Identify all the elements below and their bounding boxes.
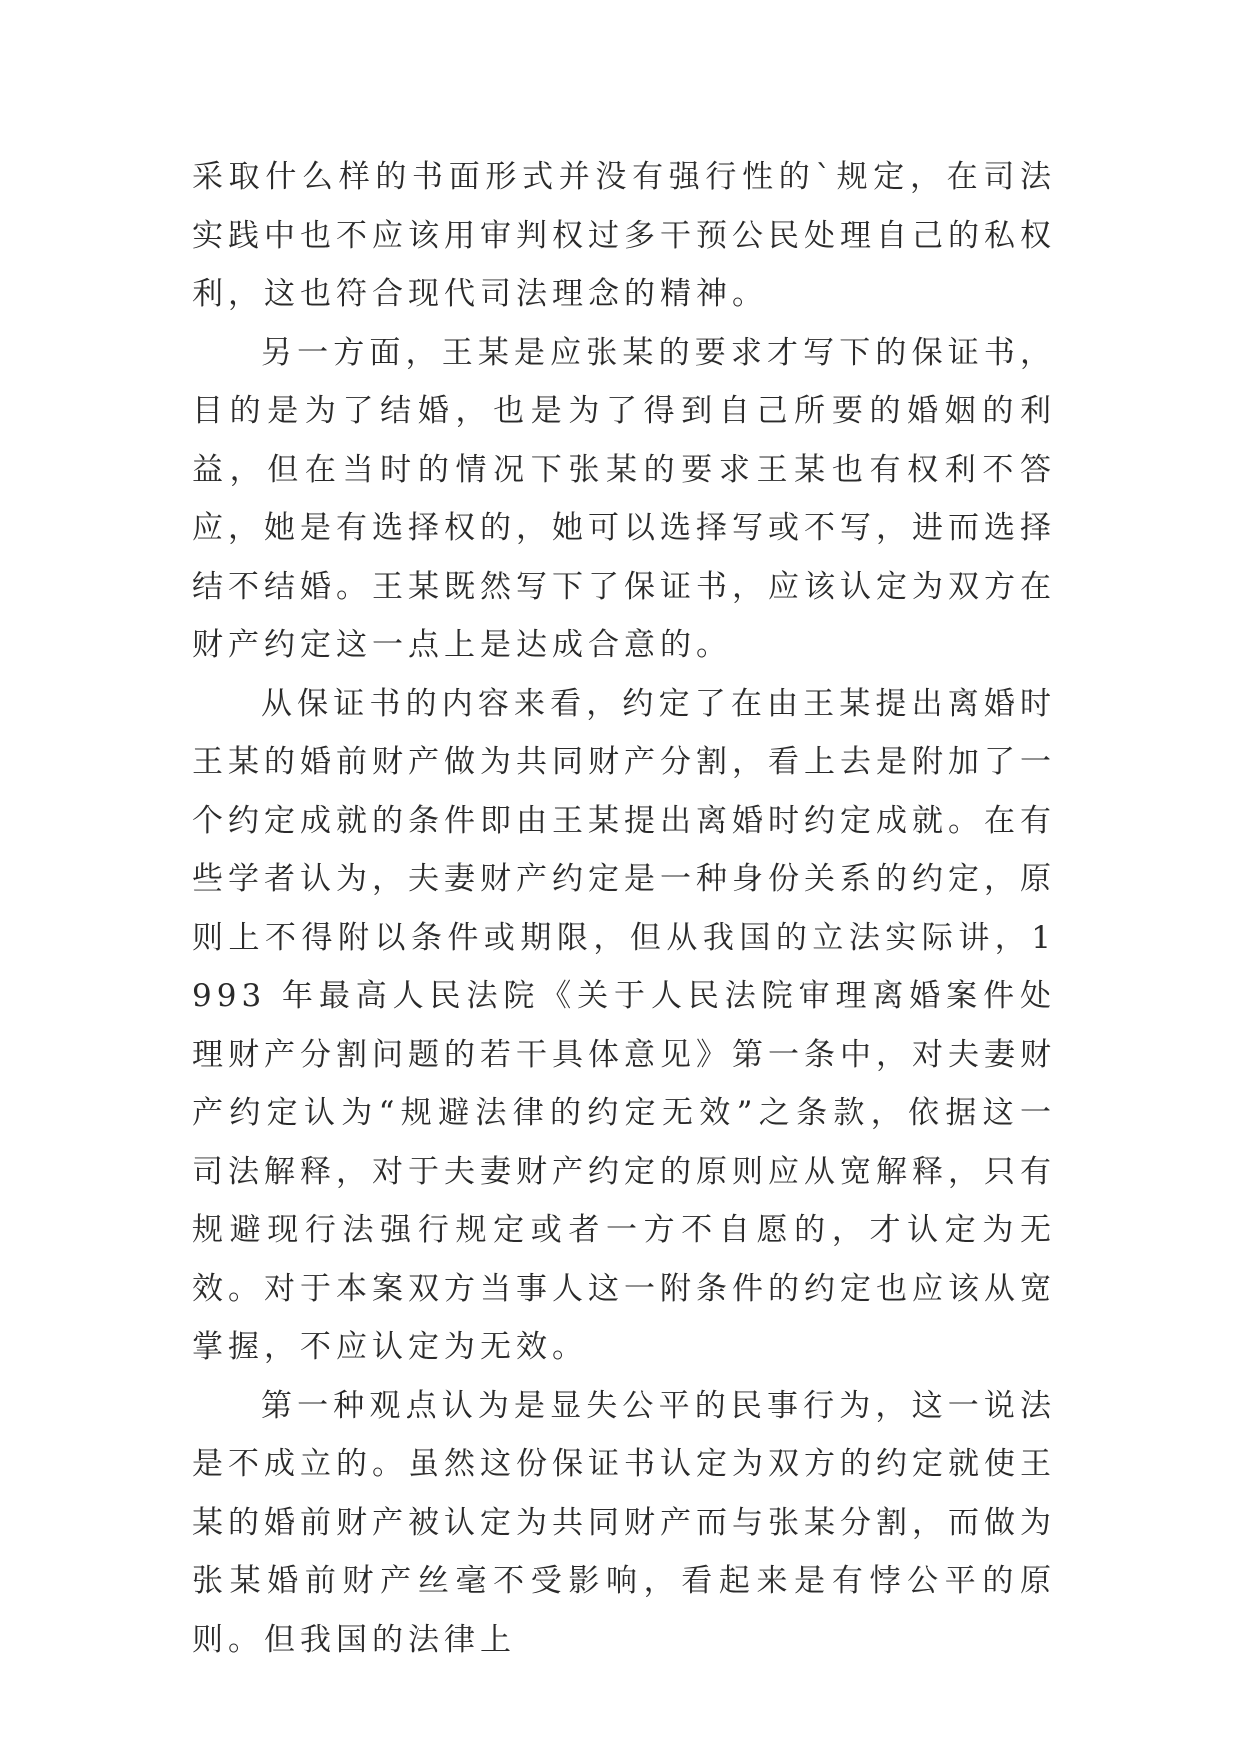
paragraph-1: 采取什么样的书面形式并没有强行性的`规定，在司法实践中也不应该用审判权过多干预公民处理自己的私权利，这也符合现代司法理念的精神。: [192, 159, 1056, 312]
paragraph-4: 第一种观点认为是显失公平的民事行为，这一说法是不成立的。虽然这份保证书认定为双方的约定就使王某的婚前财产被认定为共同财产而与张某分割，而做为张某婚前财产丝毫不受影响，看起来是有悖公平的原则。但我国的法律上: [192, 1387, 1056, 1658]
document-page: [192, 148, 1056, 1669]
paragraph-2: 另一方面，王某是应张某的要求才写下的保证书，目的是为了结婚，也是为了得到自己所要的婚姻的利益，但在当时的情况下张某的要求王某也有权利不答应，她是有选择权的，她可以选择写或不写，进而选择结不结婚。王某既然写下了保证书，应该认定为双方在财产约定这一点上是达成合意的。: [192, 334, 1056, 663]
paragraph-3: 从保证书的内容来看，约定了在由王某提出离婚时王某的婚前财产做为共同财产分割，看上去是附加了一个约定成就的条件即由王某提出离婚时约定成就。在有些学者认为，夫妻财产约定是一种身份关系的约定，原则上不得附以条件或期限，但从我国的立法实际讲，1993 年最高人民法院《关于人民法院审理离婚案件处理财产分割问题的若干具体意见》第一条中，对夫妻财产约定认为“规避法律的约定无效”之条款，依据这一司法解释，对于夫妻财产约定的原则应从宽解释，只有规避现行法强行规定或者一方不自愿的，才认定为无效。对于本案双方当事人这一附条件的约定也应该从宽掌握，不应认定为无效。: [192, 685, 1056, 1365]
